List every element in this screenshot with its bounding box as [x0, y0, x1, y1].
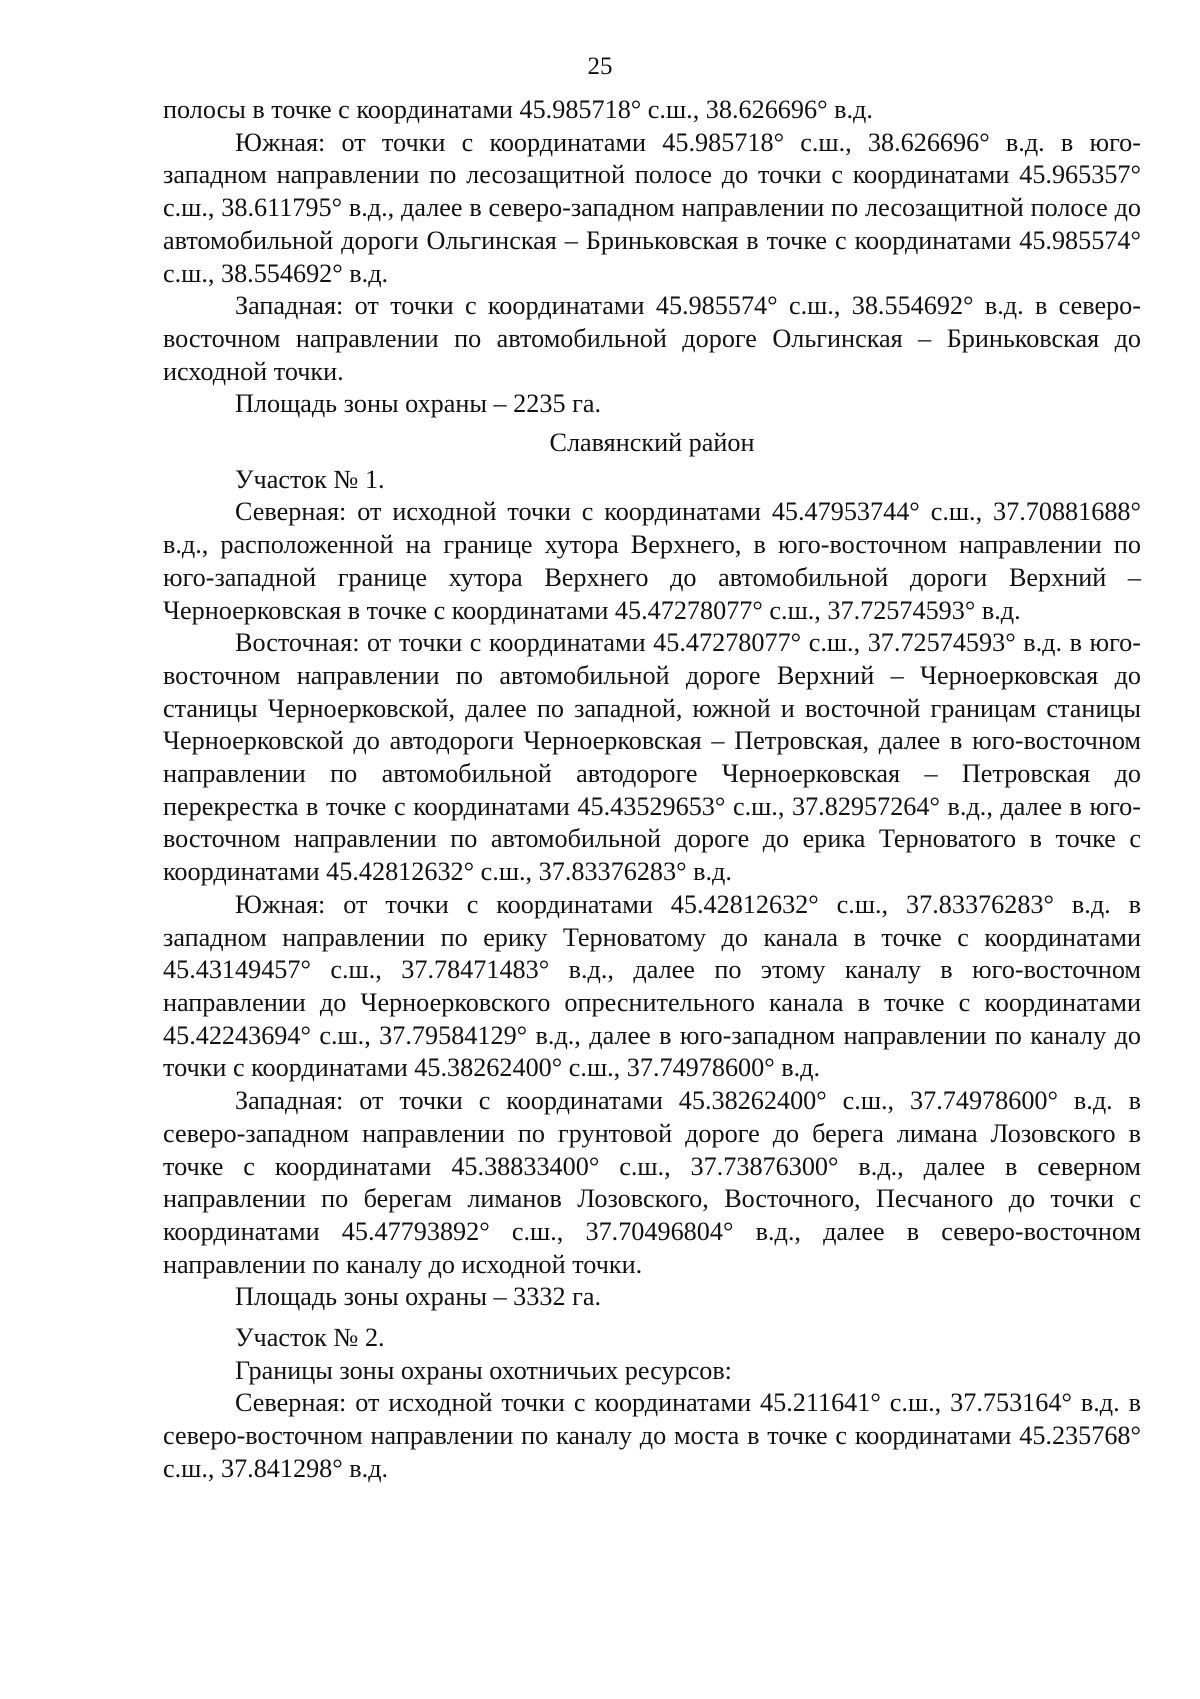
- plot-heading: Участок № 1.: [235, 464, 385, 494]
- paragraph-south-boundary: Южная: от точки с координатами 45.42812632° с.ш., 37.83376283° в.д. в западном направлении по ерику Терноватому до канала в точке с координатами 45.43149457° с.ш., 37.78471483° в.д., далее по этому каналу в юго-восточном направлении до Черноерковского опреснительного канала в точке с координатами 45.42243694° с.ш., 37.79584129° в.д., далее в юго-западном направлении по каналу до точки с координатами 45.38262400° с.ш., 37.74978600° в.д.: [163, 889, 1141, 1083]
- paragraph-west-boundary: Западная: от точки с координатами 45.38262400° с.ш., 37.74978600° в.д. в северо-западном направлении по грунтовой дороге до берега лимана Лозовского в точке с координатами 45.38833400° с.ш., 37.73876300° в.д., далее в северном направлении по берегам лиманов Лозовского, Восточного, Песчаного до точки с координатами 45.47793892° с.ш., 37.70496804° в.д., далее в северо-восточном направлении по каналу до исходной точки.: [163, 1086, 1141, 1279]
- paragraph-west-boundary: Западная: от точки с координатами 45.985574° с.ш., 38.554692° в.д. в северо-восточном направлении по автомобильной дороге Ольгинская – Бриньковская до исходной точки.: [163, 291, 1141, 386]
- paragraph-continuation: полосы в точке с координатами 45.985718° с.ш., 38.626696° в.д.: [163, 95, 873, 124]
- paragraph-south-boundary: Южная: от точки с координатами 45.985718° с.ш., 38.626696° в.д. в юго-западном направлении по лесозащитной полосе до точки с координатами 45.965357° с.ш., 38.611795° в.д., далее в северо-западном направлении по лесозащитной полосе до автомобильной дороги Ольгинская – Бриньковская в точке с координатами 45.985574° с.ш., 38.554692° в.д.: [163, 127, 1141, 288]
- paragraph-area: Площадь зоны охраны – 2235 га.: [235, 389, 601, 419]
- paragraph-east-boundary: Восточная: от точки с координатами 45.47278077° с.ш., 37.72574593° в.д. в юго-восточном направлении по автомобильной дороге Верхний – Черноерковская до станицы Черноерковской, далее по западной, южной и восточной границам станицы Черноерковской до автодороги Черноерковская – Петровская, далее в юго-восточном направлении по автомобильной автодороге Черноерковская – Петровская до перекрестка в точке с координатами 45.43529653° с.ш., 37.82957264° в.д., далее в юго-восточном направлении по автомобильной дороге до ерика Терноватого в точке с координатами 45.42812632° с.ш., 37.83376283° в.д.: [163, 628, 1141, 887]
- paragraph-north-boundary: Северная: от исходной точки с координатами 45.47953744° с.ш., 37.70881688° в.д., расположенной на границе хутора Верхнего, в юго-восточном направлении по юго-западной границе хутора Верхнего до автомобильной дороги Верхний – Черноерковская в точке с координатами 45.47278077° с.ш., 37.72574593° в.д.: [163, 497, 1141, 625]
- paragraph-boundaries-intro: Границы зоны охраны охотничьих ресурсов:: [235, 1355, 732, 1385]
- paragraph-area: Площадь зоны охраны – 3332 га.: [235, 1282, 601, 1312]
- section-heading: Славянский район: [549, 428, 755, 458]
- plot-heading: Участок № 2.: [235, 1323, 385, 1353]
- paragraph-north-boundary: Северная: от исходной точки с координатами 45.211641° с.ш., 37.753164° в.д. в северо-восточном направлении по каналу до моста в точке с координатами 45.235768° с.ш., 37.841298° в.д.: [163, 1388, 1141, 1483]
- page-number: 25: [587, 53, 613, 80]
- document-body: [163, 94, 1141, 1486]
